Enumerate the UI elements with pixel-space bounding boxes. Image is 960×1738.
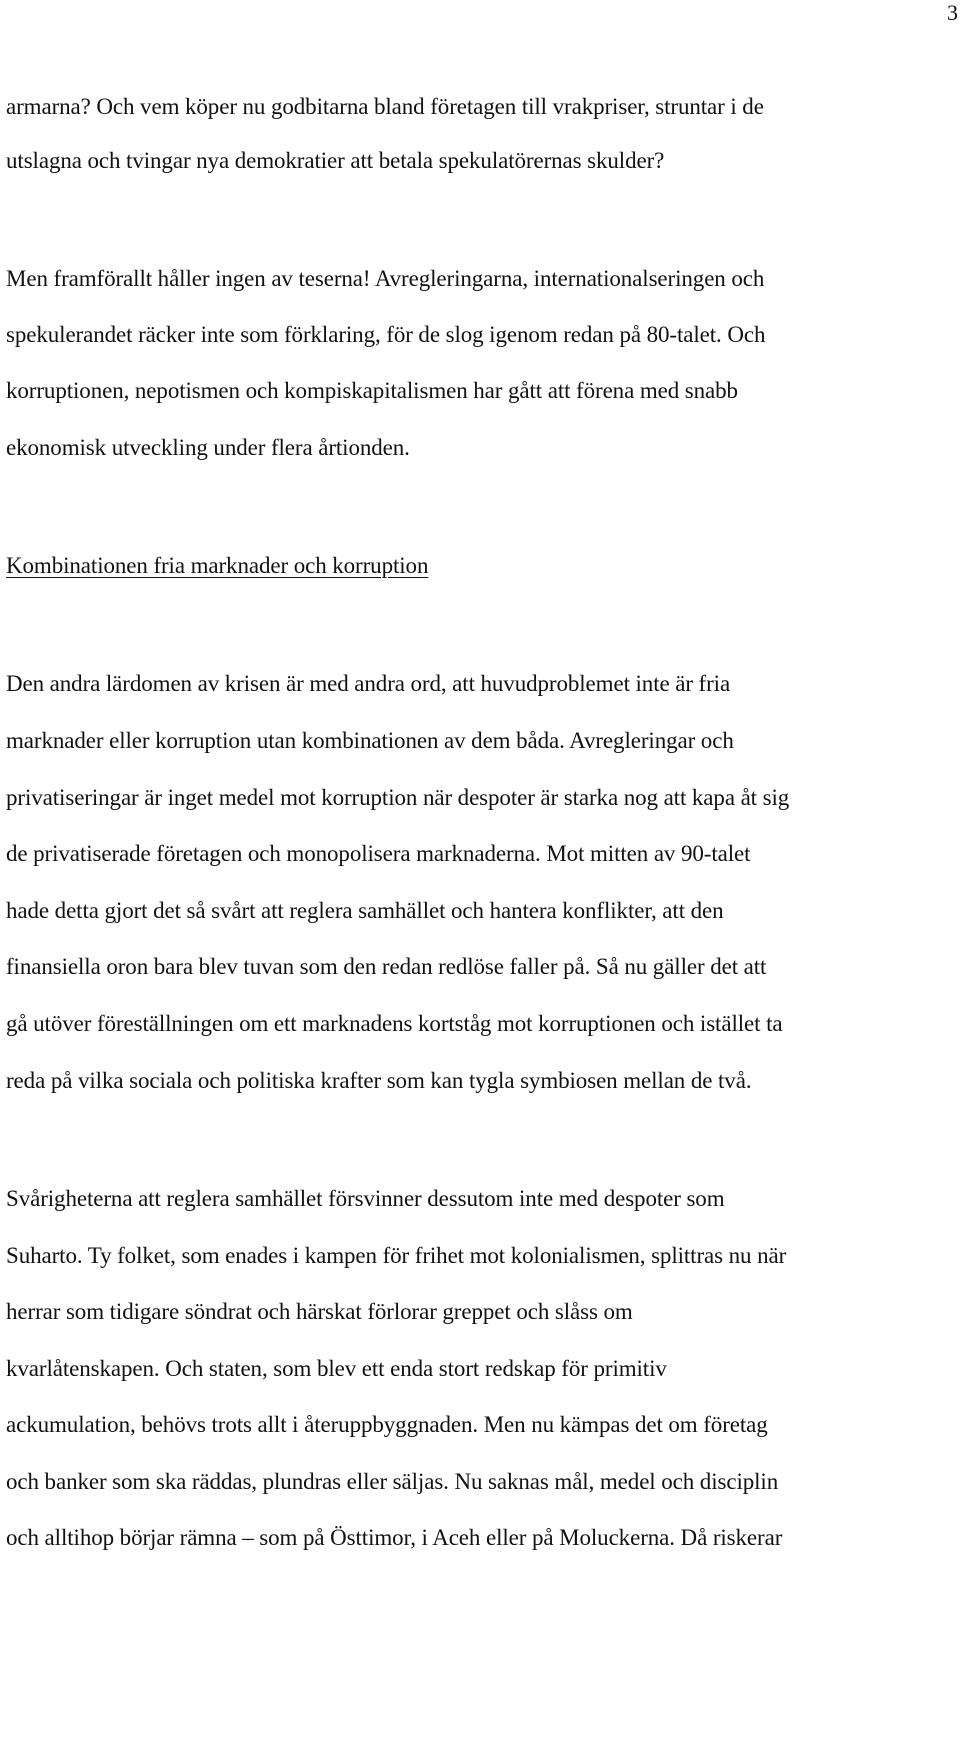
body-text-line: korruptionen, nepotismen och kompiskapitalismen har gått att förena med snabb xyxy=(6,378,738,403)
body-text-line: ackumulation, behövs trots allt i återuppbyggnaden. Men nu kämpas det om företag xyxy=(6,1412,768,1437)
section-heading: Kombinationen fria marknader och korruption xyxy=(6,553,429,578)
body-text-line: Men framförallt håller ingen av teserna! Avregleringarna, internationalseringen och xyxy=(6,266,765,291)
body-text-line: finansiella oron bara blev tuvan som den redan redlöse faller på. Så nu gäller det att xyxy=(6,954,767,979)
body-text-line: privatiseringar är inget medel mot korruption när despoter är starka nog att kapa åt sig xyxy=(6,785,790,810)
body-text-line: marknader eller korruption utan kombinationen av dem båda. Avregleringar och xyxy=(6,728,734,753)
page-number: 3 xyxy=(947,0,958,25)
body-text-line: armarna? Och vem köper nu godbitarna bland företagen till vrakpriser, struntar i de xyxy=(6,94,764,119)
body-text-line: reda på vilka sociala och politiska krafter som kan tygla symbiosen mellan de två. xyxy=(6,1068,752,1093)
body-text-line: och alltihop börjar rämna – som på Östtimor, i Aceh eller på Moluckerna. Då riskerar xyxy=(6,1525,783,1550)
body-text-line: Suharto. Ty folket, som enades i kampen för frihet mot kolonialismen, splittras nu när xyxy=(6,1243,787,1268)
body-text-line: Svårigheterna att reglera samhället försvinner dessutom inte med despoter som xyxy=(6,1186,725,1211)
body-text-line: de privatiserade företagen och monopolisera marknaderna. Mot mitten av 90-talet xyxy=(6,841,751,866)
body-text-line: ekonomisk utveckling under flera årtionden. xyxy=(6,435,410,460)
body-text-line: spekulerandet räcker inte som förklaring, för de slog igenom redan på 80-talet. Och xyxy=(6,322,766,347)
body-text-line: gå utöver föreställningen om ett marknadens kortståg mot korruptionen och istället ta xyxy=(6,1011,783,1036)
body-text-line: Den andra lärdomen av krisen är med andra ord, att huvudproblemet inte är fria xyxy=(6,671,731,696)
body-text-line: hade detta gjort det så svårt att reglera samhället och hantera konflikter, att den xyxy=(6,898,724,923)
body-text-line: utslagna och tvingar nya demokratier att betala spekulatörernas skulder? xyxy=(6,148,665,173)
body-text-line: och banker som ska räddas, plundras eller säljas. Nu saknas mål, medel och disciplin xyxy=(6,1469,779,1494)
body-text-line: herrar som tidigare söndrat och härskat förlorar greppet och slåss om xyxy=(6,1299,633,1324)
body-text-line: kvarlåtenskapen. Och staten, som blev ett enda stort redskap för primitiv xyxy=(6,1356,667,1381)
